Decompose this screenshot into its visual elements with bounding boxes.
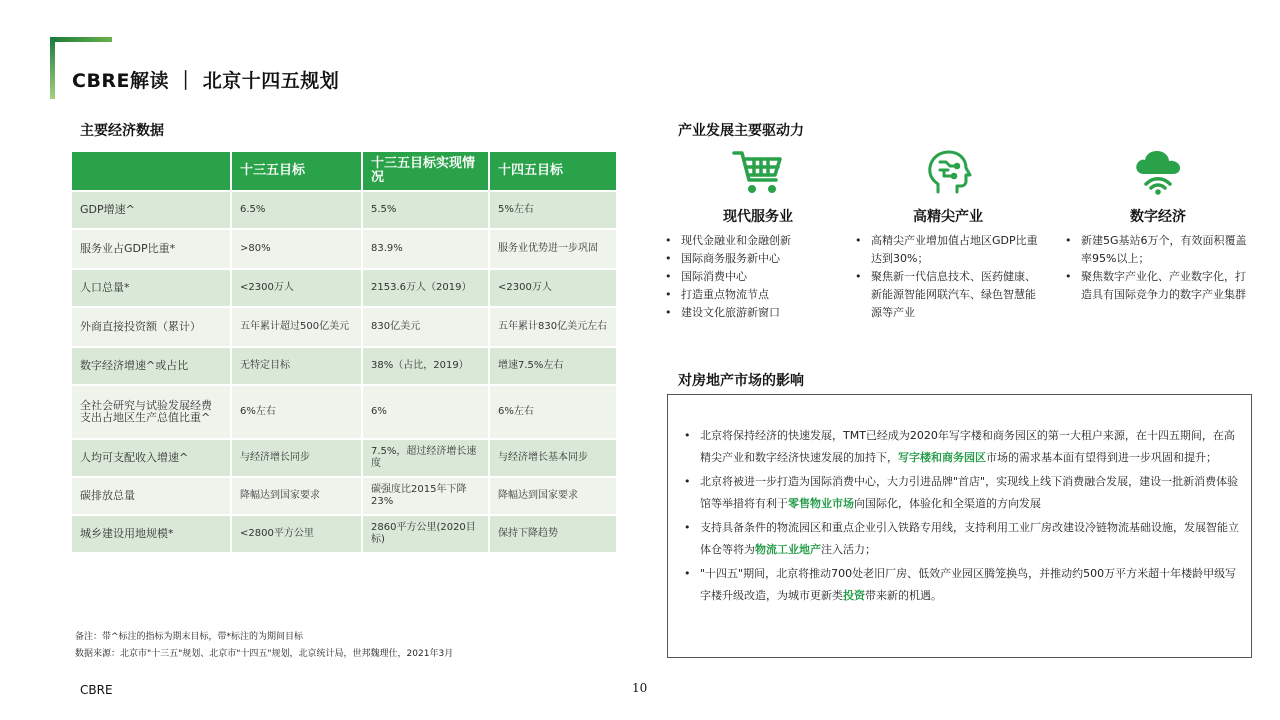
highlight-logistics: 物流工业地产 <box>755 543 821 556</box>
list-item: • 聚焦数字产业化、产业数字化，打造具有国际竞争力的数字产业集群 <box>1063 268 1253 304</box>
table-cell: 5.5% <box>362 191 489 229</box>
table-cell: 碳排放总量 <box>71 477 231 515</box>
impact-text: "十四五"期间，北京将推动700处老旧厂房、低效产业园区腾笼换鸟，并推动约500万平方米超十年楼龄甲级写字楼升级改造，为城市更新类 <box>700 567 1237 602</box>
table-cell: 五年累计830亿美元左右 <box>489 307 617 347</box>
table-cell: 降幅达到国家要求 <box>231 477 362 515</box>
impact-box <box>667 394 1252 658</box>
table-cell: 保持下降趋势 <box>489 515 617 553</box>
cloud-wifi-icon <box>1063 148 1253 196</box>
table-header-cell <box>71 151 231 191</box>
table-cell: 830亿美元 <box>362 307 489 347</box>
impact-text: 向国际化，体验化和全渠道的方向发展 <box>854 497 1041 510</box>
table-cell: 人均可支配收入增速^ <box>71 439 231 477</box>
list-item <box>680 471 1239 515</box>
driver-digital-economy <box>1063 148 1253 304</box>
list-item <box>680 563 1239 607</box>
table-cell: 无特定目标 <box>231 347 362 385</box>
table-header-cell: 十四五目标 <box>489 151 617 191</box>
list-item: • 高精尖产业增加值占地区GDP比重达到30%； <box>853 232 1043 268</box>
table-cell: 碳强度比2015年下降23% <box>362 477 489 515</box>
list-item: • 现代金融业和金融创新 <box>663 232 853 250</box>
table-cell: 38%（占比，2019） <box>362 347 489 385</box>
table-footnote: 备注：带^标注的指标为期末目标，带*标注的为期间目标 <box>75 632 304 642</box>
page-number: 10 <box>632 681 648 695</box>
shopping-cart-icon <box>663 148 853 196</box>
table-cell: 5%左右 <box>489 191 617 229</box>
impact-text: 市场的需求基本面有望得到进一步巩固和提升； <box>986 451 1217 464</box>
table-cell: 6.5% <box>231 191 362 229</box>
table-cell: 数字经济增速^或占比 <box>71 347 231 385</box>
list-item: • 建设文化旅游新窗口 <box>663 304 853 322</box>
table-header-cell: 十三五目标 <box>231 151 362 191</box>
table-cell: 外商直接投资额（累计） <box>71 307 231 347</box>
table-cell: 增速7.5%左右 <box>489 347 617 385</box>
driver-title: 数字经济 <box>1130 209 1186 225</box>
highlight-investment: 投资 <box>843 589 865 602</box>
table-cell: GDP增速^ <box>71 191 231 229</box>
table-row <box>71 229 617 269</box>
table-header-row <box>71 151 617 191</box>
table-cell: 6%左右 <box>489 385 617 439</box>
table-row <box>71 439 617 477</box>
table-cell: 6% <box>362 385 489 439</box>
table-cell: <2300万人 <box>489 269 617 307</box>
impact-text: 支持具备条件的物流园区和重点企业引入铁路专用线，支持利用工业厂房改建设冷链物流基础设施，发展智能立体仓等将为 <box>700 521 1239 556</box>
driver-bullet-list <box>663 232 853 322</box>
table-cell: 服务业优势进一步巩固 <box>489 229 617 269</box>
table-row <box>71 307 617 347</box>
impact-bullet-list <box>668 395 1251 607</box>
table-cell: 降幅达到国家要求 <box>489 477 617 515</box>
table-cell: <2300万人 <box>231 269 362 307</box>
highlight-retail: 零售物业市场 <box>788 497 854 510</box>
table-header-cell: 十三五目标实现情况 <box>362 151 489 191</box>
table-cell: 全社会研究与试验发展经费支出占地区生产总值比重^ <box>71 385 231 439</box>
corner-accent-vertical <box>50 37 55 99</box>
driver-bullet-list <box>853 232 1043 322</box>
impact-text: 注入活力； <box>821 543 876 556</box>
highlight-office-parks: 写字楼和商务园区 <box>898 451 986 464</box>
table-cell: 服务业占GDP比重* <box>71 229 231 269</box>
footer-brand: CBRE <box>80 683 113 697</box>
table-cell: 与经济增长基本同步 <box>489 439 617 477</box>
driver-modern-services <box>663 148 853 322</box>
table-cell: 2153.6万人（2019） <box>362 269 489 307</box>
ai-head-icon <box>853 148 1043 196</box>
drivers-section-title: 产业发展主要驱动力 <box>678 123 804 139</box>
page-title: CBRE解读 ｜ 北京十四五规划 <box>72 70 340 92</box>
list-item <box>680 517 1239 561</box>
table-row <box>71 385 617 439</box>
table-row <box>71 515 617 553</box>
table-cell: 与经济增长同步 <box>231 439 362 477</box>
impact-text: 北京将被进一步打造为国际消费中心，大力引进品牌"首店"，实现线上线下消费融合发展，建设一批新消费体验馆等举措将有利于 <box>700 475 1239 510</box>
table-row <box>71 347 617 385</box>
table-cell: 83.9% <box>362 229 489 269</box>
list-item: • 新建5G基站6万个，有效面积覆盖率95%以上； <box>1063 232 1253 268</box>
table-cell: 7.5%，超过经济增长速度 <box>362 439 489 477</box>
table-cell: >80% <box>231 229 362 269</box>
corner-accent-horizontal <box>50 37 112 42</box>
table-row <box>71 269 617 307</box>
impact-section-title: 对房地产市场的影响 <box>678 373 804 389</box>
driver-title: 现代服务业 <box>723 209 793 225</box>
table-cell: <2800平方公里 <box>231 515 362 553</box>
list-item: • 聚焦新一代信息技术、医药健康、新能源智能网联汽车、绿色智慧能源等产业 <box>853 268 1043 322</box>
table-cell: 人口总量* <box>71 269 231 307</box>
list-item: • 国际商务服务新中心 <box>663 250 853 268</box>
driver-high-tech <box>853 148 1043 322</box>
table-cell: 城乡建设用地规模* <box>71 515 231 553</box>
impact-text: 带来新的机遇。 <box>865 589 942 602</box>
data-source-note: 数据来源：北京市"十三五"规划、北京市"十四五"规划，北京统计局，世邦魏理仕，2021年3月 <box>75 649 454 659</box>
table-cell: 2860平方公里(2020目标) <box>362 515 489 553</box>
driver-title: 高精尖产业 <box>913 209 983 225</box>
table-cell: 6%左右 <box>231 385 362 439</box>
list-item: • 国际消费中心 <box>663 268 853 286</box>
table-row <box>71 477 617 515</box>
list-item <box>680 425 1239 469</box>
list-item: • 打造重点物流节点 <box>663 286 853 304</box>
table-row <box>71 191 617 229</box>
table-cell: 五年累计超过500亿美元 <box>231 307 362 347</box>
driver-bullet-list <box>1063 232 1253 304</box>
impact-text: 北京将保持经济的快速发展，TMT已经成为2020年写字楼和商务园区的第一大租户来源，在十四五期间，在高精尖产业和数字经济快速发展的加持下， <box>700 429 1235 464</box>
economy-section-title: 主要经济数据 <box>80 123 164 139</box>
economy-table <box>70 150 618 554</box>
